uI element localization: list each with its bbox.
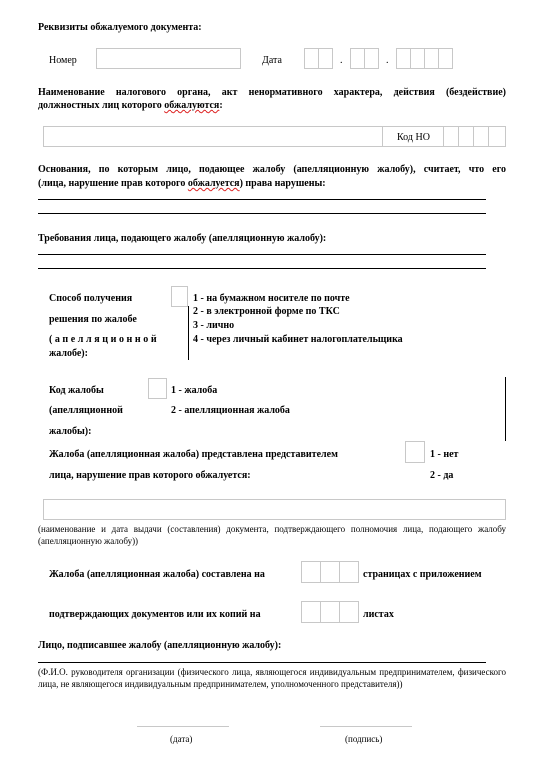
- grounds-text-underlined: обжалуется: [187, 178, 240, 189]
- date-label: Дата: [262, 55, 282, 66]
- grounds-text: (лица, нарушение прав которого: [38, 178, 188, 189]
- date-cell[interactable]: [304, 48, 319, 69]
- authority-name-field[interactable]: [43, 126, 383, 147]
- complaint-code-option: 1 - жалоба: [171, 385, 218, 396]
- grounds-title-line1: Основания, по которым лицо, подающее жалобу (апелляционную жалобу), считает, что его: [38, 164, 506, 175]
- representative-line1: Жалоба (апелляционная жалоба) представлена представителем: [49, 449, 338, 460]
- date-separator: .: [340, 55, 343, 66]
- requisites-title: Реквизиты обжалуемого документа:: [38, 22, 202, 33]
- representative-input[interactable]: [405, 441, 425, 463]
- pages-cell[interactable]: [320, 561, 340, 583]
- date-cell[interactable]: [438, 48, 453, 69]
- date-cell[interactable]: [396, 48, 411, 69]
- receipt-option: 3 - лично: [193, 320, 235, 331]
- signature-caption: (подпись): [345, 734, 383, 744]
- grounds-answer-line[interactable]: [38, 199, 486, 200]
- grounds-text: ) права нарушены:: [239, 178, 326, 189]
- signature-line[interactable]: [320, 726, 412, 727]
- complaint-code-input[interactable]: [148, 378, 167, 399]
- code-cell[interactable]: [473, 126, 489, 147]
- receipt-divider: [188, 306, 189, 360]
- complaint-code-label-line2: (апелляционной: [49, 405, 123, 416]
- authority-document-caption: (наименование и дата выдачи (составления) документа, подтверждающего полномочия лица, подающего жалобу (апелляционную жалобу)): [38, 524, 506, 546]
- code-cell[interactable]: [458, 126, 474, 147]
- authority-title-line2: [38, 99, 223, 112]
- date-cell[interactable]: [318, 48, 333, 69]
- signer-name-line[interactable]: [38, 662, 486, 663]
- code-cell[interactable]: [488, 126, 506, 147]
- grounds-title-line2: [38, 177, 326, 190]
- number-label: Номер: [49, 55, 77, 66]
- receipt-method-input[interactable]: [171, 286, 188, 307]
- date-cell[interactable]: [364, 48, 379, 69]
- authority-code-label: Код НО: [397, 132, 430, 143]
- signer-caption: (Ф.И.О. руководителя организации (физического лица, являющегося индивидуальным предпринимателем, физического лица, не являющегося индивидуальным предпринимателем, уполномоченного представителя)): [38, 667, 506, 689]
- pages-line1-right: страницах с приложением: [363, 569, 482, 580]
- authority-title-line1: Наименование налогового органа, акт ненормативного характера, действия (бездействие): [38, 87, 506, 98]
- authority-document-field[interactable]: [43, 499, 506, 520]
- pages-cell[interactable]: [339, 561, 359, 583]
- pages-cell[interactable]: [301, 561, 321, 583]
- receipt-label-line2: решения по жалобе: [49, 314, 137, 325]
- pages-line1-left: Жалоба (апелляционная жалоба) составлена на: [49, 569, 265, 580]
- signer-title: Лицо, подписавшее жалобу (апелляционную жалобу):: [38, 640, 282, 651]
- receipt-label-line1: Способ получения: [49, 293, 133, 304]
- code-cell[interactable]: [443, 126, 459, 147]
- sheets-cell[interactable]: [339, 601, 359, 623]
- sheets-cell[interactable]: [301, 601, 321, 623]
- grounds-answer-line[interactable]: [38, 213, 486, 214]
- date-cell[interactable]: [410, 48, 425, 69]
- demands-title: Требования лица, подающего жалобу (апелляционную жалобу):: [38, 233, 327, 244]
- number-field[interactable]: [96, 48, 241, 69]
- representative-option: 1 - нет: [430, 449, 459, 460]
- margin-rule: [505, 377, 506, 441]
- sheets-cell[interactable]: [320, 601, 340, 623]
- representative-option: 2 - да: [430, 470, 454, 481]
- complaint-code-label-line1: Код жалобы: [49, 385, 104, 396]
- pages-line2-right: листах: [363, 609, 394, 620]
- authority-text-underlined: обжалуются: [164, 100, 220, 111]
- demands-answer-line[interactable]: [38, 254, 486, 255]
- complaint-code-label-line3: жалобы):: [49, 426, 92, 437]
- date-cell[interactable]: [424, 48, 439, 69]
- receipt-label-line3: (апелляционной: [49, 334, 160, 345]
- receipt-option: 2 - в электронной форме по ТКС: [193, 306, 340, 317]
- date-cell[interactable]: [350, 48, 365, 69]
- pages-line2-left: подтверждающих документов или их копий на: [49, 609, 261, 620]
- date-separator: .: [386, 55, 389, 66]
- receipt-option: 1 - на бумажном носителе по почте: [193, 293, 350, 304]
- representative-line2: лица, нарушение прав которого обжалуется:: [49, 470, 251, 481]
- demands-answer-line[interactable]: [38, 268, 486, 269]
- authority-text: должностных лиц которого: [38, 100, 165, 111]
- receipt-label-line4: жалобе):: [49, 348, 88, 359]
- receipt-option: 4 - через личный кабинет налогоплательщика: [193, 334, 403, 345]
- authority-text: :: [219, 100, 223, 111]
- date-line[interactable]: [137, 726, 229, 727]
- complaint-code-option: 2 - апелляционная жалоба: [171, 405, 290, 416]
- date-caption: (дата): [170, 734, 193, 744]
